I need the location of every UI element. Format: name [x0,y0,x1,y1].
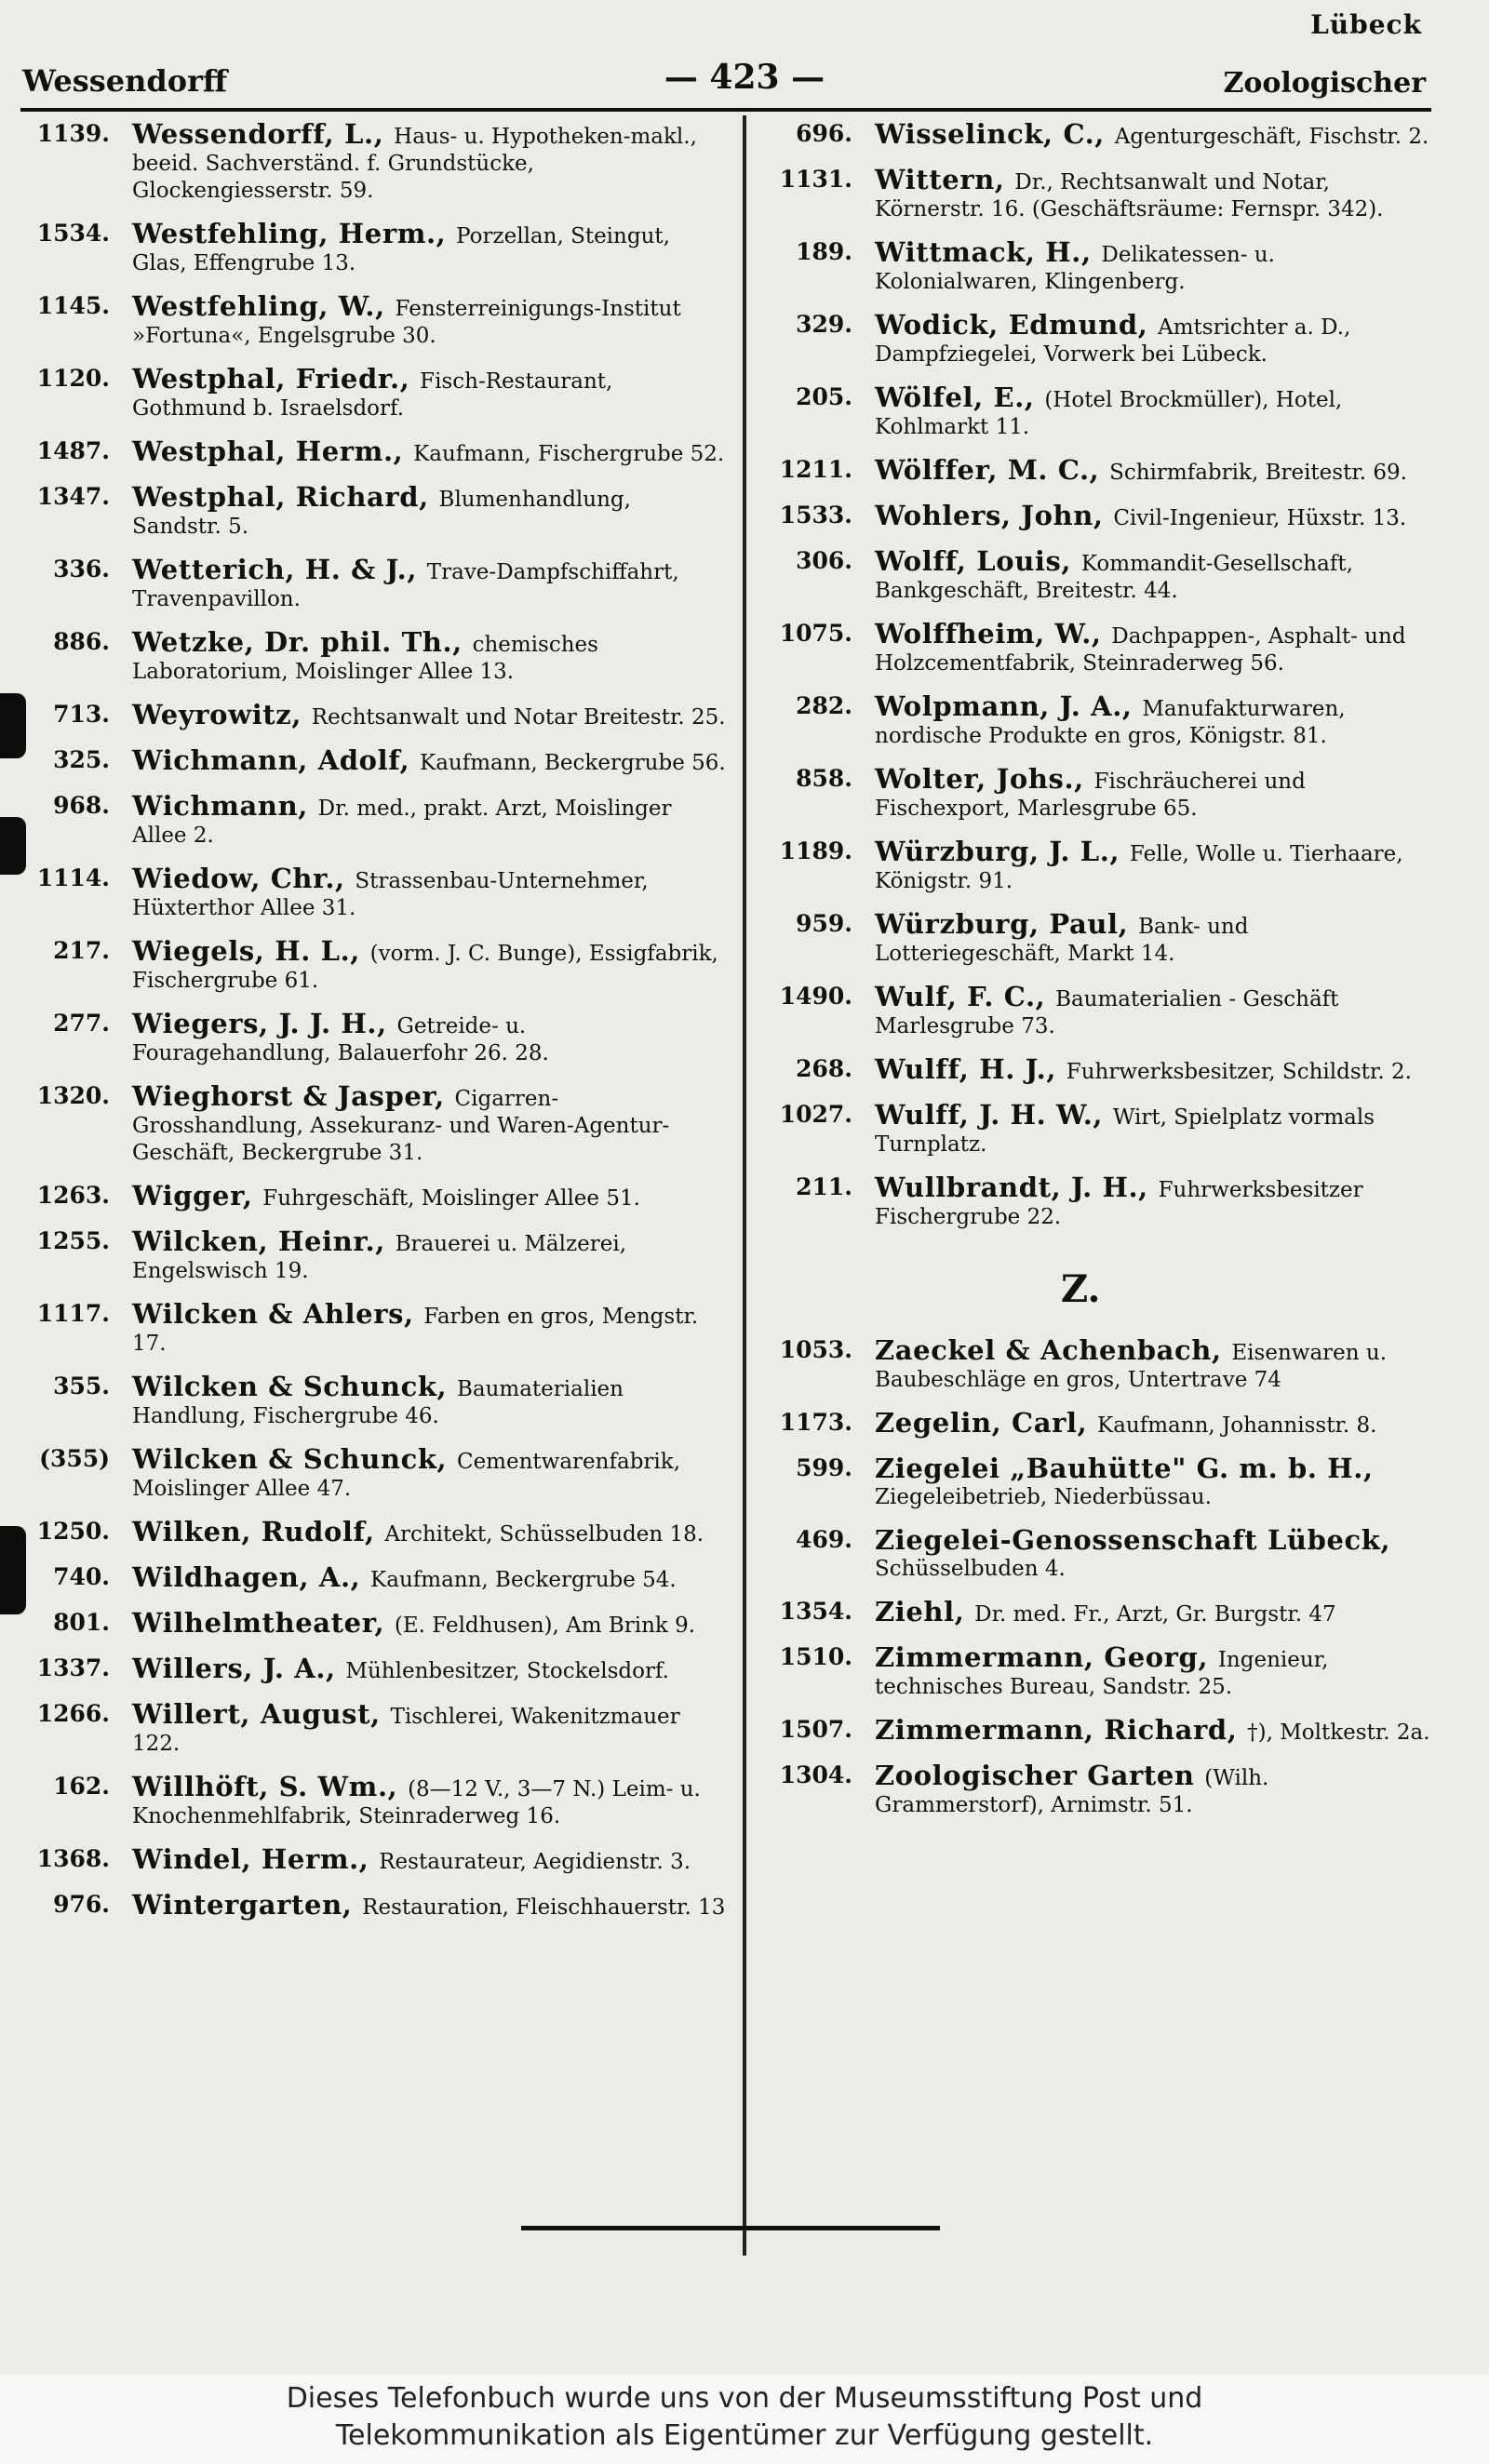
directory-entry [752,1641,1431,1700]
directory-entry [9,1698,726,1757]
phone-number: 205. [796,383,852,410]
city-header: Lübeck [1310,9,1422,40]
subscriber-details: Restaurateur, Aegidienstr. 3. [379,1850,691,1874]
phone-number: 696. [796,120,852,147]
directory-entry [9,699,726,730]
directory-entry [9,218,726,276]
subscriber-details: Kaufmann, Beckergrube 56. [420,751,726,775]
phone-number: 325. [53,746,110,773]
subscriber-details: Farben en gros, Mengstr. 17. [132,1305,699,1356]
directory-entry [9,1008,726,1066]
directory-entry [752,1174,1431,1230]
subscriber-name: Wigger, [132,1180,253,1212]
subscriber-name: Ziehl, [875,1596,965,1627]
subscriber-name: Wolff, Louis, [875,545,1072,577]
subscriber-name: Wilken, Rudolf, [132,1516,375,1547]
end-rule [521,2226,940,2230]
subscriber-name: Wilcken & Ahlers, [132,1298,414,1330]
section-letter-z: Z. [1061,1267,1101,1311]
subscriber-name: Wilcken, Heinr., [132,1225,385,1257]
directory-entry [9,1561,726,1593]
subscriber-details: Fischräucherei und Fischexport, Marlesgrube 65. [875,770,1306,821]
phone-number: 1053. [779,1336,852,1363]
phone-number: 1263. [36,1182,110,1209]
subscriber-details: Tischlerei, Wakenitzmauer 122. [132,1705,680,1756]
phone-number: 1075. [779,620,852,647]
phone-number: 1487. [36,437,110,464]
directory-entry [752,164,1431,222]
subscriber-details: Porzellan, Steingut, Glas, Effengrube 13. [132,224,670,275]
footer-line-2: Telekommunikation als Eigentümer zur Verfügung gestellt. [335,2419,1154,2452]
phone-number: 1507. [779,1716,852,1743]
subscriber-details: Ziegeleibetrieb, Niederbüssau. [875,1485,1212,1509]
phone-number: 599. [796,1454,852,1481]
phone-number: 1131. [779,166,852,193]
subscriber-details: Civil-Ingenieur, Hüxstr. 13. [1113,506,1407,530]
phone-number: 1534. [36,220,110,247]
phone-number: 1533. [779,502,852,529]
subscriber-details: Kaufmann, Beckergrube 54. [370,1568,677,1592]
subscriber-name: Wildhagen, A., [132,1561,361,1593]
phone-number: 282. [796,692,852,719]
directory-entry [9,790,726,849]
left-column [9,118,726,1937]
subscriber-name: Wolpmann, J. A., [875,690,1133,722]
subscriber-details: Wirt, Spielplatz vormals Turnplatz. [875,1105,1375,1157]
subscriber-details: Dr. med., prakt. Arzt, Moislinger Allee 2. [132,797,672,848]
column-divider [743,115,746,2256]
phone-number: 959. [796,910,852,937]
subscriber-details: Agenturgeschäft, Fischstr. 2. [1114,125,1429,149]
directory-entry [9,1225,726,1284]
directory-entry [752,236,1431,295]
directory-entry [752,545,1431,604]
subscriber-details: Fuhrwerksbesitzer, Schildstr. 2. [1066,1060,1412,1084]
directory-entry [752,908,1431,967]
subscriber-details: Ingenieur, technisches Bureau, Sandstr. 25. [875,1648,1329,1699]
subscriber-name: Westphal, Richard, [132,481,429,513]
phone-number: (355) [39,1445,110,1472]
right-column [752,118,1431,1835]
phone-number: 1189. [779,837,852,864]
subscriber-details: Delikatessen- u. Kolonialwaren, Klingenberg. [875,243,1275,294]
subscriber-name: Wiegels, H. L., [132,935,360,967]
directory-entry [752,118,1431,150]
directory-entry [752,502,1431,531]
directory-entry [752,1596,1431,1627]
directory-entry [9,744,726,776]
subscriber-details: Strassenbau-Unternehmer, Hüxterthor Allee 31. [132,869,649,920]
subscriber-name: Wiegers, J. J. H., [132,1008,387,1039]
subscriber-details: Rechtsanwalt und Notar Breitestr. 25. [311,705,726,730]
directory-entry [9,935,726,994]
directory-entry [9,865,726,921]
directory-entry [752,384,1431,440]
phone-number: 976. [53,1891,110,1918]
subscriber-name: Wieghorst & Jasper, [132,1080,445,1112]
phone-number: 1255. [36,1227,110,1254]
subscriber-name: Willhöft, S. Wm., [132,1771,398,1802]
subscriber-details: Cigarren-Grosshandlung, Assekuranz- und Waren-Agentur-Geschäft, Beckergrube 31. [132,1087,670,1165]
phone-number: 713. [53,701,110,728]
phone-number: 1173. [779,1409,852,1436]
directory-entry [9,1443,726,1502]
subscriber-details: Restauration, Fleischhauerstr. 13 [362,1895,726,1920]
phone-number: 740. [53,1563,110,1590]
subscriber-name: Zegelin, Carl, [875,1407,1088,1439]
phone-number: 268. [796,1055,852,1082]
directory-entry [9,1889,726,1921]
running-head-right: Zoologischer [1223,67,1426,100]
phone-number: 801. [53,1609,110,1636]
directory-entry [752,1334,1431,1393]
subscriber-name: Wichmann, [132,790,308,822]
directory-entry [752,690,1431,749]
directory-entry [752,309,1431,368]
phone-number: 211. [796,1173,852,1200]
directory-entry [9,626,726,685]
subscriber-name: Wölfel, E., [875,382,1035,413]
phone-number: 217. [53,937,110,964]
subscriber-name: Westfehling, W., [132,290,385,322]
phone-number: 968. [53,792,110,819]
header-rule [20,108,1431,112]
phone-number: 1304. [779,1761,852,1788]
phone-number: 1139. [36,120,110,147]
subscriber-details: Fuhrgeschäft, Moislinger Allee 51. [262,1186,640,1211]
subscriber-details: Architekt, Schüsselbuden 18. [384,1522,704,1547]
phone-number: 1337. [36,1654,110,1681]
subscriber-name: Wisselinck, C., [875,118,1106,150]
subscriber-name: Zimmermann, Richard, [875,1714,1238,1746]
subscriber-name: Wullbrandt, J. H., [875,1172,1148,1203]
directory-entry [9,1655,726,1684]
footer-line-1: Dieses Telefonbuch wurde uns von der Museumsstiftung Post und [286,2382,1203,2415]
subscriber-name: Wulff, J. H. W., [875,1099,1104,1131]
subscriber-details: Schüsselbuden 4. [875,1557,1066,1581]
phone-number: 306. [796,547,852,574]
phone-number: 1347. [36,483,110,510]
directory-entry [752,1099,1431,1158]
subscriber-details: (Wilh. Grammerstorf), Arnimstr. 51. [875,1766,1269,1817]
phone-number: 1354. [779,1598,852,1625]
subscriber-name: Wiedow, Chr., [132,863,345,894]
directory-entry [9,1771,726,1829]
directory-entry [9,118,726,204]
subscriber-name: Westphal, Friedr., [132,363,410,395]
phone-number: 355. [53,1373,110,1399]
directory-entry [9,363,726,422]
subscriber-name: Würzburg, J. L., [875,836,1120,867]
subscriber-details: Haus- u. Hypotheken-makl., beeid. Sachverständ. f. Grundstücke, Glockengiesserstr. 59. [132,125,697,203]
subscriber-details: Fensterreinigungs-Institut »Fortuna«, Engelsgrube 30. [132,297,681,348]
subscriber-details: (Hotel Brockmüller), Hotel, Kohlmarkt 11. [875,388,1343,439]
directory-entry [752,1053,1431,1085]
subscriber-details: Amtsrichter a. D., Dampfziegelei, Vorwerk bei Lübeck. [875,315,1351,367]
subscriber-details: Manufakturwaren, nordische Produkte en gros, Königstr. 81. [875,697,1346,748]
subscriber-name: Zimmermann, Georg, [875,1641,1209,1673]
phone-number: 1145. [36,292,110,319]
subscriber-details: Kaufmann, Fischergrube 52. [413,442,725,466]
running-head-left: Wessendorff [22,63,228,99]
subscriber-name: Wilcken & Schunck, [132,1443,448,1475]
directory-entry [9,1843,726,1875]
phone-number: 469. [796,1526,852,1553]
subscriber-details: Fuhrwerksbesitzer Fischergrube 22. [875,1178,1363,1229]
subscriber-details: Dr. med. Fr., Arzt, Gr. Burgstr. 47 [974,1602,1336,1627]
directory-entry [9,290,726,349]
phone-number: 1120. [36,365,110,392]
subscriber-name: Wölffer, M. C., [875,454,1100,486]
directory-entry [9,1516,726,1547]
subscriber-details: Dr., Rechtsanwalt und Notar, Körnerstr. 16. (Geschäftsräume: Fernspr. 342). [875,170,1384,221]
right-w-entries [752,118,1431,1230]
subscriber-details: †), Moltkestr. 2a. [1247,1721,1430,1745]
phone-number: 336. [53,556,110,583]
footer-note [0,2375,1489,2464]
phone-number: 1117. [36,1300,110,1327]
subscriber-details: Kaufmann, Johannisstr. 8. [1097,1413,1377,1438]
phone-number: 1211. [779,456,852,483]
subscriber-name: Wetterich, H. & J., [132,554,418,585]
page-number: — 423 — [664,58,825,97]
subscriber-details: Bank- und Lotteriegeschäft, Markt 14. [875,915,1249,966]
subscriber-name: Wetzke, Dr. phil. Th., [132,626,463,658]
subscriber-details: Trave-Dampfschiffahrt, Travenpavillon. [132,560,679,611]
phone-number: 886. [53,628,110,655]
directory-entry [9,556,726,612]
subscriber-name: Willers, J. A., [132,1653,336,1684]
directory-entry [752,1407,1431,1439]
subscriber-name: Westfehling, Herm., [132,218,447,249]
subscriber-name: Wittern, [875,164,1005,195]
directory-entry [9,1180,726,1212]
directory-entry [9,1080,726,1166]
directory-entry [752,1524,1431,1582]
subscriber-details: Fisch-Restaurant, Gothmund b. Israelsdorf. [132,369,613,421]
subscriber-name: Westphal, Herm., [132,435,404,467]
subscriber-name: Würzburg, Paul, [875,908,1129,940]
subscriber-name: Ziegelei-Genossenschaft Lübeck, [875,1524,1391,1556]
phone-number: 189. [796,238,852,265]
subscriber-details: (8—12 V., 3—7 N.) Leim- u. Knochenmehlfabrik, Steinraderweg 16. [132,1777,701,1828]
phone-number: 1320. [36,1082,110,1109]
directory-entry [752,1762,1431,1818]
subscriber-name: Wohlers, John, [875,500,1104,531]
subscriber-name: Wichmann, Adolf, [132,744,410,776]
subscriber-name: Zaeckel & Achenbach, [875,1334,1222,1366]
subscriber-name: Wolter, Johs., [875,763,1084,795]
subscriber-details: Mühlenbesitzer, Stockelsdorf. [345,1659,669,1683]
directory-entry [752,981,1431,1039]
subscriber-details: Getreide- u. Fouragehandlung, Balauerfohr 26. 28. [132,1014,549,1065]
directory-entry [9,1373,726,1429]
phone-number: 1490. [779,983,852,1010]
directory-entry [9,1607,726,1639]
subscriber-name: Ziegelei „Bauhütte" G. m. b. H., [875,1453,1374,1484]
subscriber-details: Kommandit-Gesellschaft, Bankgeschäft, Breitestr. 44. [875,552,1353,603]
right-z-entries [752,1334,1431,1818]
phone-number: 1114. [36,864,110,891]
subscriber-name: Wittmack, H., [875,236,1092,268]
subscriber-name: Wilcken & Schunck, [132,1371,448,1402]
subscriber-details: chemisches Laboratorium, Moislinger Allee 13. [132,633,598,684]
directory-entry [752,1455,1431,1510]
subscriber-details: Baumaterialien - Geschäft Marlesgrube 73. [875,987,1339,1038]
subscriber-name: Zoologischer Garten [875,1760,1195,1791]
subscriber-details: Schirmfabrik, Breitestr. 69. [1109,461,1407,485]
phone-number: 1510. [779,1643,852,1670]
subscriber-details: Blumenhandlung, Sandstr. 5. [132,488,631,539]
subscriber-details: Felle, Wolle u. Tierhaare, Königstr. 91. [875,842,1403,893]
phone-number: 1250. [36,1518,110,1545]
phone-number: 329. [796,311,852,338]
subscriber-name: Wolffheim, W., [875,618,1102,649]
subscriber-name: Wintergarten, [132,1889,353,1921]
phone-number: 858. [796,765,852,792]
directory-entry [9,435,726,467]
directory-entry [752,618,1431,676]
phone-number: 1368. [36,1845,110,1872]
directory-entry [752,838,1431,894]
directory-entry [752,454,1431,486]
phone-number: 162. [53,1773,110,1800]
directory-entry [752,763,1431,822]
subscriber-name: Wilhelmtheater, [132,1607,385,1639]
subscriber-name: Windel, Herm., [132,1843,369,1875]
subscriber-name: Wulf, F. C., [875,981,1046,1012]
directory-entry [9,1298,726,1357]
subscriber-name: Wulff, H. J., [875,1053,1057,1085]
subscriber-details: Brauerei u. Mälzerei, Engelswisch 19. [132,1232,627,1283]
subscriber-name: Wodick, Edmund, [875,309,1148,341]
phone-number: 1027. [779,1101,852,1128]
subscriber-name: Weyrowitz, [132,699,302,730]
subscriber-details: Baumaterialien Handlung, Fischergrube 46. [132,1377,624,1428]
subscriber-details: Dachpappen-, Asphalt- und Holzcementfabrik, Steinraderweg 56. [875,624,1406,676]
subscriber-name: Wessendorff, L., [132,118,384,150]
directory-entry [9,481,726,540]
subscriber-details: (E. Feldhusen), Am Brink 9. [394,1614,696,1638]
directory-entry [752,1714,1431,1746]
subscriber-details: Eisenwaren u. Baubeschläge en gros, Untertrave 74 [875,1341,1388,1392]
subscriber-name: Willert, August, [132,1698,381,1730]
subscriber-details: (vorm. J. C. Bunge), Essigfabrik, Fischergrube 61. [132,942,718,993]
phone-number: 277. [53,1010,110,1037]
phone-number: 1266. [36,1700,110,1727]
subscriber-details: Cementwarenfabrik, Moislinger Allee 47. [132,1450,681,1501]
